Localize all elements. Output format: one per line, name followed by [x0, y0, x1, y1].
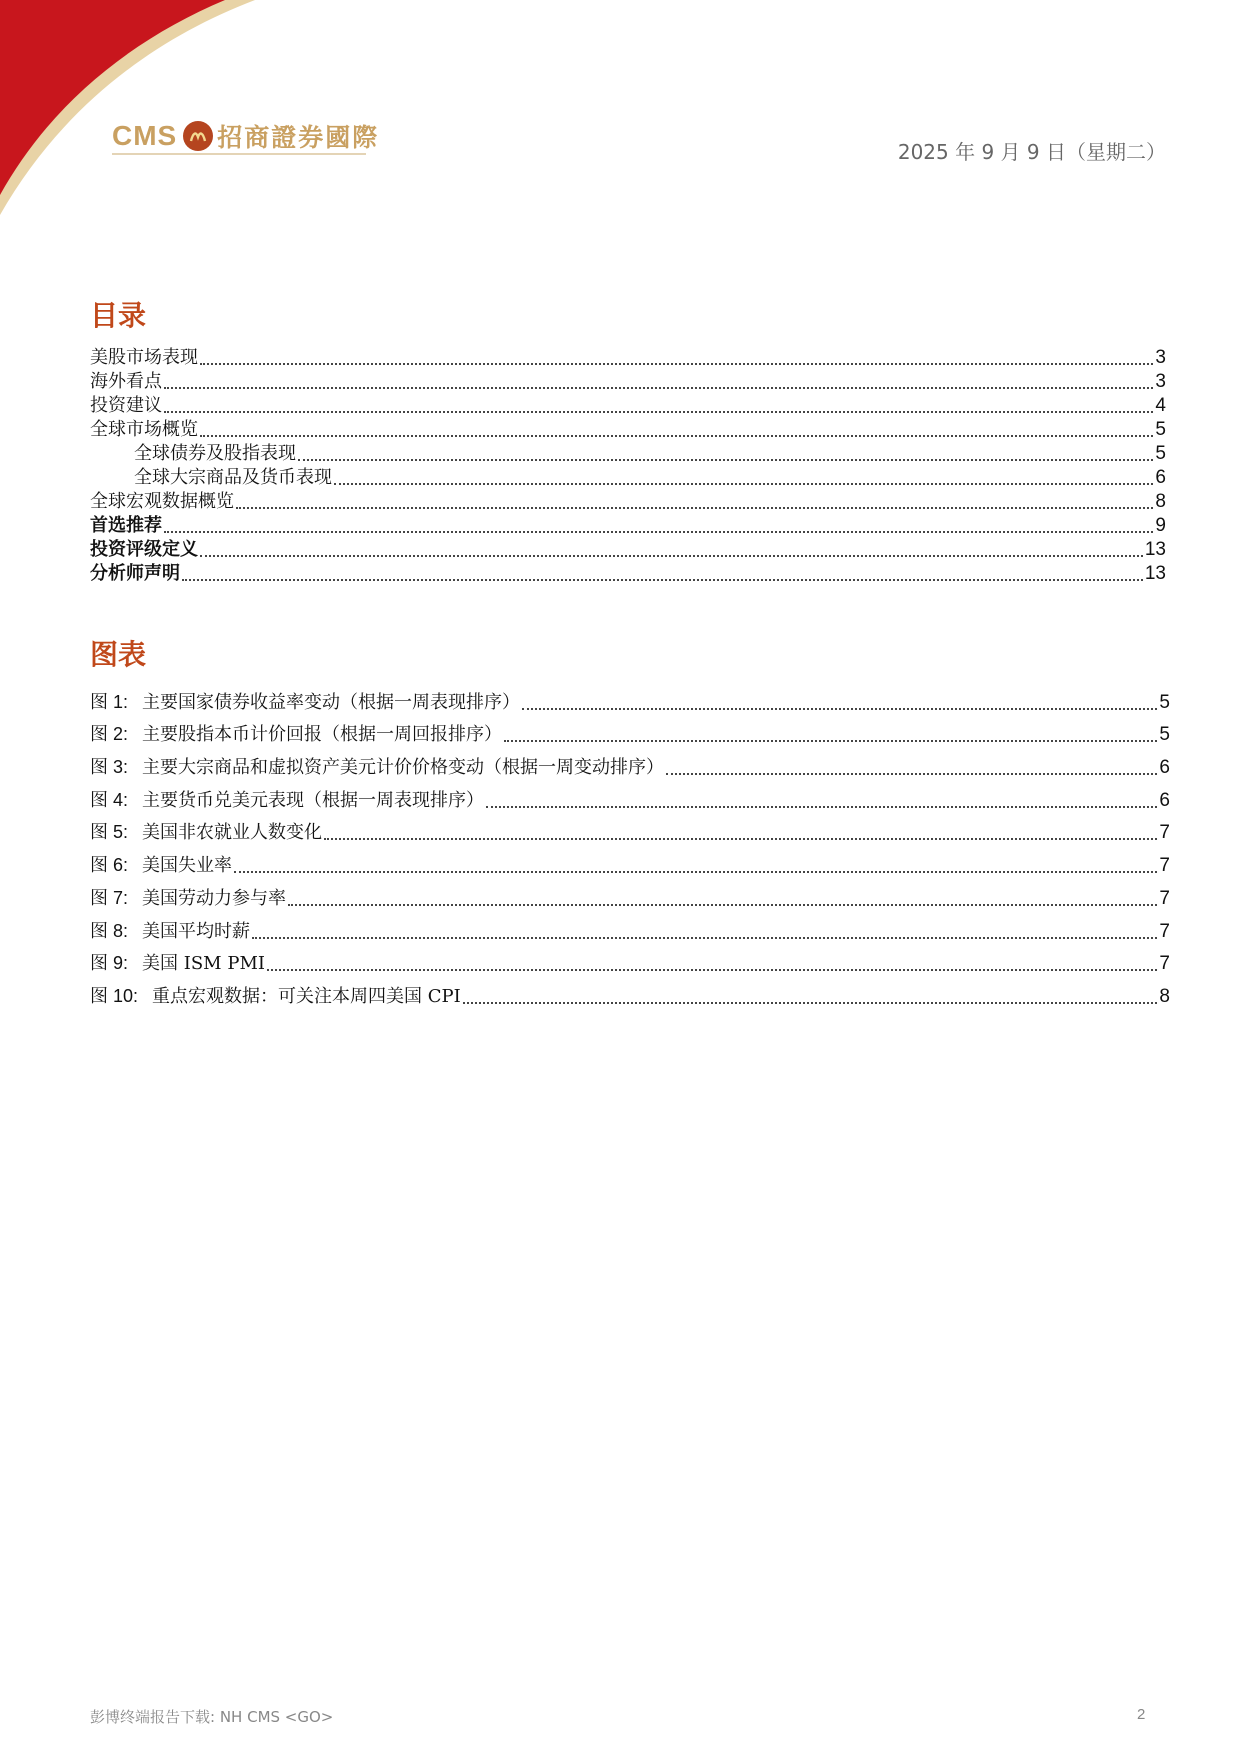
figure-title: 主要大宗商品和虚拟资产美元计价价格变动（根据一周变动排序）	[142, 757, 665, 779]
toc-entry-label: 投资建议	[90, 395, 162, 416]
figure-entry-label	[90, 952, 265, 975]
toc-entry-label: 全球大宗商品及货币表现	[134, 467, 332, 488]
figure-number: 图 4:	[90, 789, 129, 810]
figure-title: 美国非农就业人数变化	[142, 822, 323, 844]
figure-title: 美国平均时薪	[142, 920, 251, 942]
toc-leader-dots	[164, 387, 1153, 389]
toc-entry-label: 投资评级定义	[90, 539, 198, 560]
figure-leader-dots	[234, 871, 1157, 873]
figure-entry[interactable]	[90, 714, 1170, 747]
figure-entry[interactable]	[90, 844, 1170, 877]
toc-leader-dots	[200, 363, 1153, 365]
figure-entry[interactable]	[90, 877, 1170, 910]
figure-entry-page: 7	[1159, 887, 1170, 909]
figure-entry-page: 5	[1159, 724, 1170, 746]
figure-entry[interactable]	[90, 943, 1170, 976]
figure-entry-page: 7	[1159, 953, 1170, 975]
figure-number: 图 10:	[90, 985, 139, 1006]
figure-entry-label	[90, 723, 502, 746]
toc-entry-page: 6	[1155, 467, 1166, 488]
report-date: 2025 年 9 月 9 日（星期二）	[897, 140, 1166, 164]
logo-chinese-text: 招商證券國際	[217, 123, 380, 152]
figure-entry-label	[90, 789, 484, 812]
figure-title: 主要股指本币计价回报（根据一周回报排序）	[142, 724, 503, 746]
toc-entry-page: 5	[1155, 443, 1166, 464]
figure-leader-dots	[252, 937, 1157, 939]
figure-title: 美国 ISM PMI	[142, 953, 265, 975]
figure-entry[interactable]	[90, 681, 1170, 714]
figure-entry-label	[90, 756, 664, 779]
toc-leader-dots	[164, 411, 1153, 413]
figure-entry-page: 6	[1159, 789, 1170, 811]
figure-entry-label	[90, 985, 461, 1008]
toc-entry[interactable]	[90, 345, 1166, 369]
toc-entry-page: 5	[1155, 419, 1166, 440]
toc-entry[interactable]	[90, 369, 1166, 393]
footer-source: 彭博终端报告下载: NH CMS <GO>	[90, 1708, 334, 1726]
figures-heading: 图表	[90, 638, 147, 671]
figure-leader-dots	[486, 806, 1157, 808]
logo-underline	[112, 153, 366, 155]
toc-entry-label: 首选推荐	[90, 515, 162, 536]
figure-entry[interactable]	[90, 910, 1170, 943]
figure-title: 美国劳动力参与率	[142, 887, 287, 909]
figure-number: 图 9:	[90, 953, 129, 974]
figure-entry[interactable]	[90, 779, 1170, 812]
toc-entry-label: 分析师声明	[90, 563, 180, 584]
figure-number: 图 6:	[90, 855, 129, 876]
toc-entry[interactable]	[90, 489, 1166, 513]
figure-leader-dots	[324, 838, 1157, 840]
toc-heading: 目录	[90, 299, 147, 332]
toc-leader-dots	[164, 531, 1153, 533]
toc-leader-dots	[334, 483, 1153, 485]
toc-entry-page: 13	[1144, 563, 1166, 584]
figure-leader-dots	[267, 969, 1157, 971]
logo-emblem-icon	[183, 121, 213, 151]
toc-entry[interactable]	[90, 393, 1166, 417]
toc-entry-page: 4	[1155, 395, 1166, 416]
figure-entry-page: 5	[1159, 691, 1170, 713]
toc-entry[interactable]	[90, 537, 1166, 561]
toc-leader-dots	[200, 555, 1143, 557]
toc-leader-dots	[236, 507, 1153, 509]
table-of-contents	[90, 345, 1166, 585]
figure-entry[interactable]	[90, 812, 1170, 845]
figure-entry-label	[90, 821, 322, 844]
figure-number: 图 3:	[90, 757, 129, 778]
toc-entry-page: 8	[1155, 491, 1166, 512]
figure-number: 图 1:	[90, 691, 129, 712]
figure-title: 重点宏观数据：可关注本周四美国 CPI	[152, 985, 461, 1007]
toc-entry[interactable]	[90, 465, 1166, 489]
corner-decoration	[0, 0, 270, 230]
figure-entry[interactable]	[90, 746, 1170, 779]
figure-entry-label	[90, 887, 286, 910]
figure-leader-dots	[288, 904, 1157, 906]
figure-entry-label	[90, 691, 520, 714]
figure-entry-label	[90, 920, 250, 943]
toc-entry-page: 9	[1155, 515, 1166, 536]
toc-entry[interactable]	[90, 513, 1166, 537]
figure-leader-dots	[504, 740, 1157, 742]
figure-entry-page: 7	[1159, 920, 1170, 942]
toc-entry-page: 3	[1155, 371, 1166, 392]
figure-title: 美国失业率	[142, 855, 233, 877]
figure-entry-page: 7	[1159, 855, 1170, 877]
toc-entry-label: 全球市场概览	[90, 419, 198, 440]
toc-entry-label: 美股市场表现	[90, 347, 198, 368]
figure-number: 图 2:	[90, 724, 129, 745]
figure-number: 图 7:	[90, 887, 129, 908]
figure-entry-label	[90, 854, 232, 877]
toc-entry-label: 全球债券及股指表现	[134, 443, 296, 464]
toc-leader-dots	[298, 459, 1153, 461]
toc-entry-page: 13	[1144, 539, 1166, 560]
figure-number: 图 5:	[90, 822, 129, 843]
figure-entry-page: 6	[1159, 757, 1170, 779]
toc-entry-label: 全球宏观数据概览	[90, 491, 234, 512]
toc-leader-dots	[200, 435, 1153, 437]
figure-entry-page: 8	[1159, 985, 1170, 1007]
company-logo	[112, 118, 379, 154]
figure-entry[interactable]	[90, 975, 1170, 1008]
footer-page-number: 2	[1137, 1706, 1146, 1723]
toc-entry-page: 3	[1155, 347, 1166, 368]
figure-title: 主要国家债券收益率变动（根据一周表现排序）	[142, 691, 521, 713]
logo-cms-text: CMS	[112, 120, 178, 151]
toc-entry-label: 海外看点	[90, 371, 162, 392]
toc-entry[interactable]	[90, 561, 1166, 585]
figure-entry-page: 7	[1159, 822, 1170, 844]
figure-leader-dots	[463, 1002, 1158, 1004]
toc-entry[interactable]	[90, 417, 1166, 441]
figure-leader-dots	[522, 708, 1157, 710]
list-of-figures	[90, 681, 1170, 1008]
toc-entry[interactable]	[90, 441, 1166, 465]
toc-leader-dots	[182, 579, 1143, 581]
figure-number: 图 8:	[90, 920, 129, 941]
figure-title: 主要货币兑美元表现（根据一周表现排序）	[142, 789, 485, 811]
figure-leader-dots	[666, 773, 1157, 775]
